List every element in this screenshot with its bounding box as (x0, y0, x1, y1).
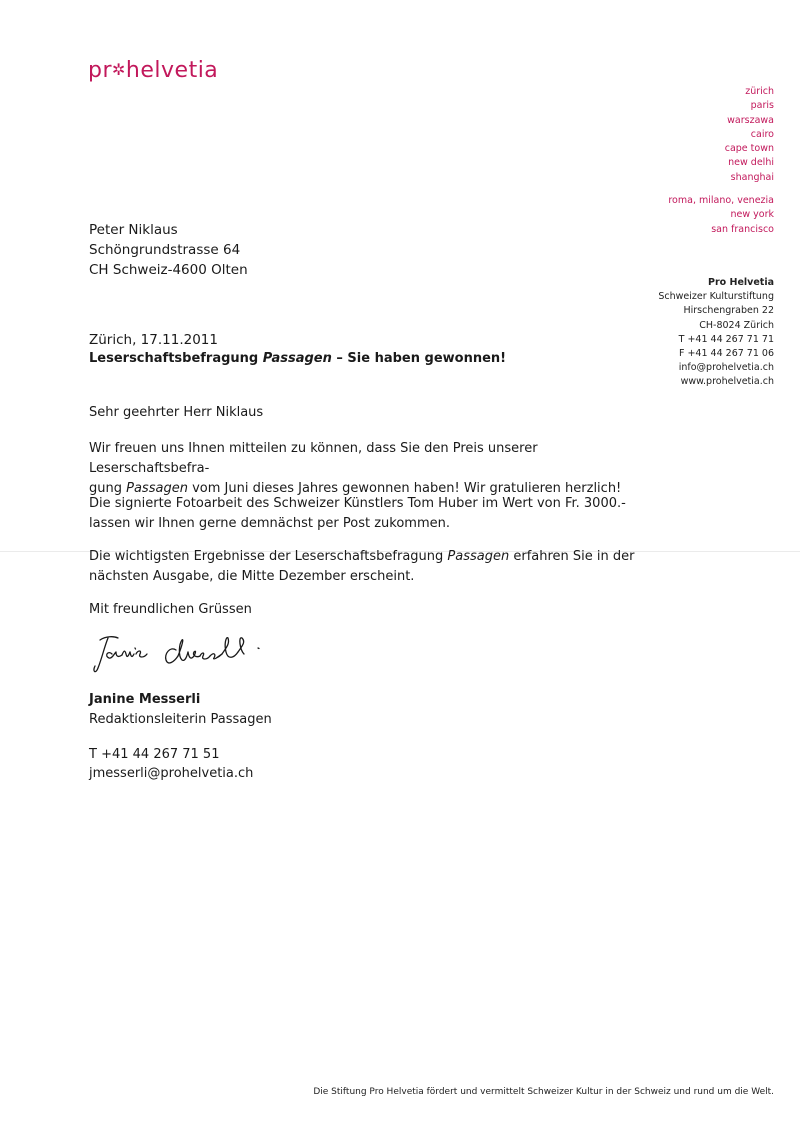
signer-email: jmesserli@prohelvetia.ch (89, 766, 254, 781)
recipient-city: CH Schweiz-4600 Olten (89, 262, 248, 278)
signer-phone: T +41 44 267 71 51 (89, 747, 220, 762)
prohelvetia-logo: pr✲helvetia (88, 58, 219, 83)
letter-date: Zürich, 17.11.2011 (89, 332, 218, 348)
org-line: CH-8024 Zürich (699, 319, 774, 331)
letter-subject: Leserschaftsbefragung Passagen – Sie haben gewonnen! (89, 351, 507, 366)
paragraph-2: Die signierte Fotoarbeit des Schweizer Künstlers Tom Huber im Wert von Fr. 3000.- lassen wir Ihnen gerne demnächst per Post zukommen. (89, 496, 626, 531)
city-item: shanghai (730, 171, 774, 183)
org-line: Hirschengraben 22 (683, 305, 774, 317)
org-website: www.prohelvetia.ch (680, 376, 774, 388)
org-line: Schweizer Kulturstiftung (658, 291, 774, 303)
recipient-street: Schöngrundstrasse 64 (89, 242, 241, 258)
paragraph-1: Wir freuen uns Ihnen mitteilen zu können, dass Sie den Preis unserer Leserschaftsbefra- gung Passagen vom Juni dieses Jahres gewonnen haben! Wir gratulieren herzlich! (89, 441, 622, 496)
city-item: new delhi (728, 157, 774, 169)
city-item: roma, milano, venezia (668, 195, 774, 207)
signer-name: Janine Messerli (89, 692, 201, 707)
city-item: cairo (750, 128, 774, 140)
city-item: paris (750, 100, 774, 112)
org-fax: F +41 44 267 71 06 (678, 348, 774, 360)
signer-title: Redaktionsleiterin Passagen (89, 712, 272, 727)
city-item: cape town (724, 143, 774, 155)
paragraph-3: Die wichtigsten Ergebnisse der Leserschaftsbefragung Passagen erfahren Sie in der nächsten Ausgabe, die Mitte Dezember erscheint. (89, 549, 635, 584)
salutation: Sehr geehrter Herr Niklaus (89, 405, 264, 420)
footer-note: Die Stiftung Pro Helvetia fördert und vermittelt Schweizer Kultur in der Schweiz und rund um die Welt. (313, 1087, 774, 1097)
org-phone: T +41 44 267 71 71 (678, 333, 774, 345)
org-email: info@prohelvetia.ch (678, 362, 774, 374)
handwritten-signature (92, 624, 282, 680)
org-name: Pro Helvetia (708, 277, 774, 288)
recipient-address (89, 220, 248, 280)
city-item: warszawa (727, 114, 774, 126)
office-cities (668, 85, 774, 237)
signer-contact (89, 745, 253, 783)
city-item: new york (730, 209, 774, 221)
signer-block (89, 690, 272, 730)
city-item: zürich (745, 86, 774, 97)
city-item: san francisco (711, 223, 774, 235)
sender-address-block (658, 276, 774, 390)
recipient-name: Peter Niklaus (89, 222, 178, 238)
closing: Mit freundlichen Grüssen (89, 602, 252, 617)
